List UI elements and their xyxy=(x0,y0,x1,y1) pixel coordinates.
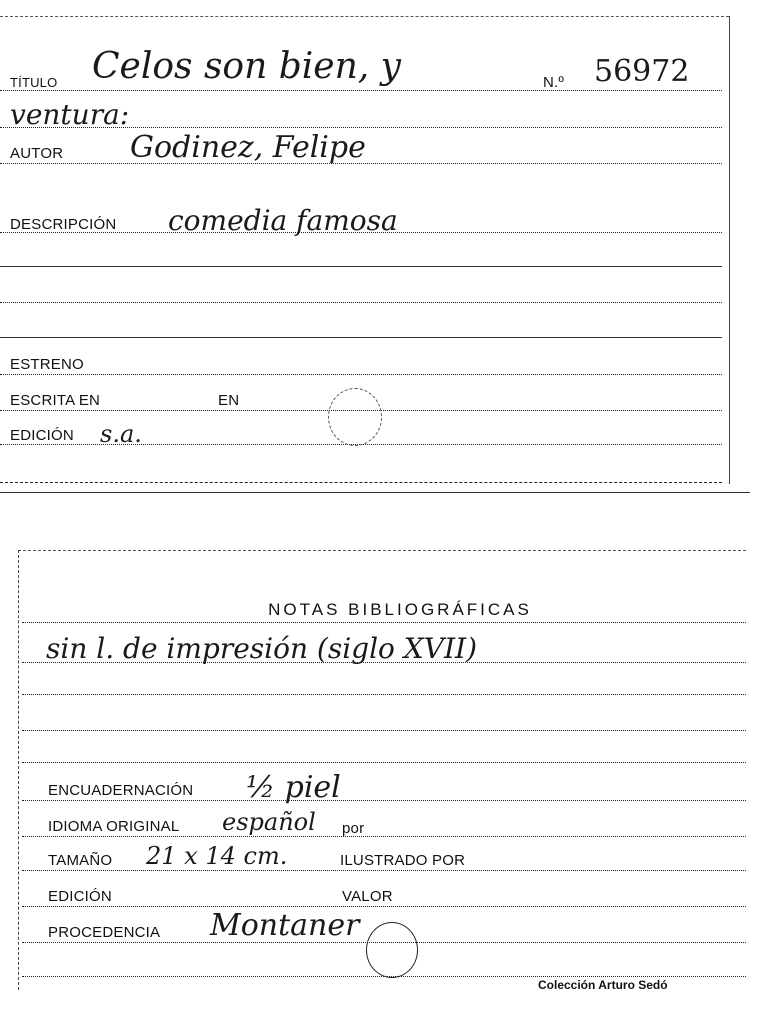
por-label: por xyxy=(342,820,365,837)
card-front xyxy=(0,0,759,500)
idioma-label: IDIOMA ORIGINAL xyxy=(48,818,180,835)
encuadernacion-rule xyxy=(22,800,746,801)
edicion-back-label: EDICIÓN xyxy=(48,888,112,905)
notas-rule-4 xyxy=(22,730,746,731)
notas-rule-5 xyxy=(22,762,746,763)
card-right-edge xyxy=(729,16,730,484)
titulo-value-line2: ventura: xyxy=(10,98,130,131)
card-bottom-rule xyxy=(0,482,722,483)
idioma-rule xyxy=(22,836,746,837)
card-bottom-edge xyxy=(0,492,750,493)
autor-rule xyxy=(0,163,722,164)
descripcion-label: DESCRIPCIÓN xyxy=(10,216,117,233)
procedencia-label: PROCEDENCIA xyxy=(48,924,161,941)
numero-value: 56972 xyxy=(594,54,690,89)
notas-value: sin l. de impresión (siglo XVII) xyxy=(46,632,477,665)
encuadernacion-label: ENCUADERNACIÓN xyxy=(48,782,194,799)
notas-heading: NOTAS BIBLIOGRÁFICAS xyxy=(268,600,532,619)
numero-label: N.º xyxy=(543,74,565,91)
en-label: EN xyxy=(218,392,240,409)
notas-rule-3 xyxy=(22,694,746,695)
estreno-label: ESTRENO xyxy=(10,356,84,373)
descripcion-value: comedia famosa xyxy=(168,204,398,237)
back-top-edge xyxy=(18,550,746,551)
descripcion-rule xyxy=(0,232,722,233)
tamano-label: TAMAÑO xyxy=(48,852,113,869)
titulo-rule-2 xyxy=(0,127,722,128)
escrita-label: ESCRITA EN xyxy=(10,392,101,409)
collection-credit: Colección Arturo Sedó xyxy=(538,978,668,992)
notas-rule-2 xyxy=(22,662,746,663)
autor-label: AUTOR xyxy=(10,145,64,162)
tamano-value: 21 x 14 cm. xyxy=(146,842,288,870)
descripcion-rule-3 xyxy=(0,302,722,303)
edicion-value: s.a. xyxy=(100,420,142,448)
idioma-value: español xyxy=(222,808,316,836)
ilustrado-label: ILUSTRADO POR xyxy=(340,852,466,869)
edicion-back-rule xyxy=(22,906,746,907)
back-bottom-rule xyxy=(22,976,746,977)
edicion-label: EDICIÓN xyxy=(10,427,74,444)
valor-label: VALOR xyxy=(342,888,393,905)
tamano-rule xyxy=(22,870,746,871)
encuadernacion-value: ½ piel xyxy=(246,770,341,805)
descripcion-rule-4 xyxy=(0,337,722,338)
estreno-rule xyxy=(0,374,722,375)
card-back xyxy=(0,540,759,1010)
stamp-circle-back xyxy=(366,922,418,978)
notas-rule-1 xyxy=(22,622,746,623)
titulo-label: TÍTULO xyxy=(10,75,58,90)
procedencia-value: Montaner xyxy=(210,908,360,943)
stamp-circle xyxy=(328,388,382,446)
card-top-edge xyxy=(0,16,729,17)
titulo-rule xyxy=(0,90,722,91)
titulo-value: Celos son bien, y xyxy=(92,46,402,87)
descripcion-rule-2 xyxy=(0,266,722,267)
autor-value: Godinez, Felipe xyxy=(130,130,366,165)
